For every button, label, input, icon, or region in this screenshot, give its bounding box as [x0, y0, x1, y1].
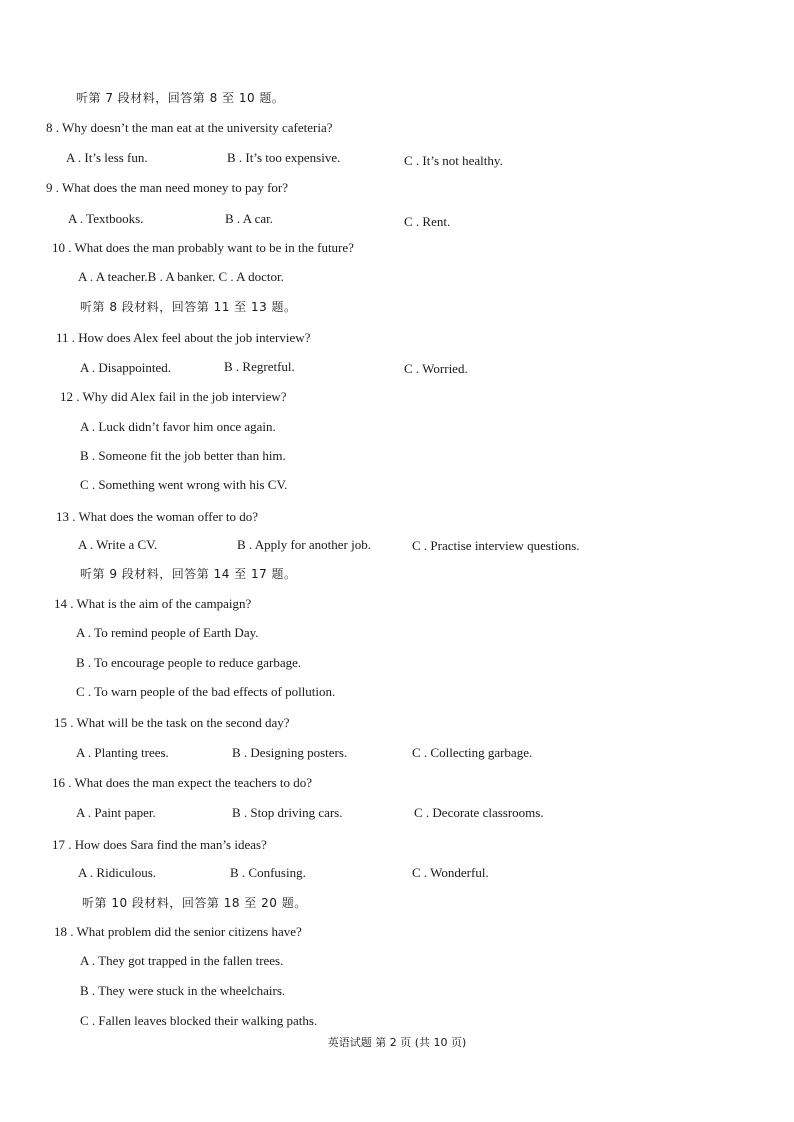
question-18-option-a: A . They got trapped in the fallen trees.: [80, 953, 284, 968]
question-10-options: A . A teacher.B . A banker. C . A doctor.: [78, 269, 284, 284]
question-11-option-b: B . Regretful.: [224, 359, 295, 374]
question-8-option-c: C . It’s not healthy.: [404, 153, 503, 168]
question-11-option-c: C . Worried.: [404, 361, 468, 376]
question-9-option-b: B . A car.: [225, 211, 274, 226]
question-13-option-b: B . Apply for another job.: [237, 537, 371, 552]
section-heading-10: 听第 10 段材料，回答第 18 至 20 题。: [82, 896, 307, 910]
question-12-stem: 12 . Why did Alex fail in the job interview?: [60, 389, 287, 404]
question-16-stem: 16 . What does the man expect the teachers to do?: [52, 775, 313, 790]
question-12-option-c: C . Something went wrong with his CV.: [80, 477, 288, 492]
question-12-option-b: B . Someone fit the job better than him.: [80, 448, 286, 463]
question-15-option-a: A . Planting trees.: [76, 745, 169, 760]
question-12-option-a: A . Luck didn’t favor him once again.: [80, 419, 276, 434]
question-16-option-c: C . Decorate classrooms.: [414, 805, 544, 820]
section-heading-9: 听第 9 段材料，回答第 14 至 17 题。: [80, 567, 297, 581]
question-14-stem: 14 . What is the aim of the campaign?: [54, 596, 252, 611]
section-heading-8: 听第 8 段材料，回答第 11 至 13 题。: [80, 300, 297, 314]
page-footer: 英语试题 第 2 页 (共 10 页): [327, 1036, 467, 1049]
question-17-option-c: C . Wonderful.: [412, 865, 489, 880]
question-14-option-c: C . To warn people of the bad effects of pollution.: [76, 684, 336, 699]
question-16-option-a: A . Paint paper.: [76, 805, 156, 820]
question-13-option-a: A . Write a CV.: [78, 537, 158, 552]
section-heading-7: 听第 7 段材料，回答第 8 至 10 题。: [76, 91, 285, 105]
question-18-option-b: B . They were stuck in the wheelchairs.: [80, 983, 286, 998]
question-8-option-b: B . It’s too expensive.: [227, 150, 341, 165]
question-17-option-b: B . Confusing.: [230, 865, 306, 880]
question-11-stem: 11 . How does Alex feel about the job interview?: [56, 330, 311, 345]
question-18-option-c: C . Fallen leaves blocked their walking paths.: [80, 1013, 318, 1028]
question-8-stem: 8 . Why doesn’t the man eat at the university cafeteria?: [46, 120, 333, 135]
question-17-option-a: A . Ridiculous.: [78, 865, 157, 880]
question-9-option-c: C . Rent.: [404, 214, 451, 229]
question-13-option-c: C . Practise interview questions.: [412, 538, 580, 553]
question-13-stem: 13 . What does the woman offer to do?: [56, 509, 259, 524]
question-8-option-a: A . It’s less fun.: [66, 150, 148, 165]
question-15-option-b: B . Designing posters.: [232, 745, 348, 760]
question-10-stem: 10 . What does the man probably want to be in the future?: [52, 240, 354, 255]
question-15-stem: 15 . What will be the task on the second day?: [54, 715, 290, 730]
question-17-stem: 17 . How does Sara find the man’s ideas?: [52, 837, 267, 852]
question-16-option-b: B . Stop driving cars.: [232, 805, 343, 820]
question-11-option-a: A . Disappointed.: [80, 360, 171, 375]
question-15-option-c: C . Collecting garbage.: [412, 745, 533, 760]
question-9-option-a: A . Textbooks.: [68, 211, 144, 226]
question-18-stem: 18 . What problem did the senior citizens have?: [54, 924, 302, 939]
question-14-option-a: A . To remind people of Earth Day.: [76, 625, 259, 640]
question-9-stem: 9 . What does the man need money to pay for?: [46, 180, 288, 195]
question-14-option-b: B . To encourage people to reduce garbage.: [76, 655, 302, 670]
